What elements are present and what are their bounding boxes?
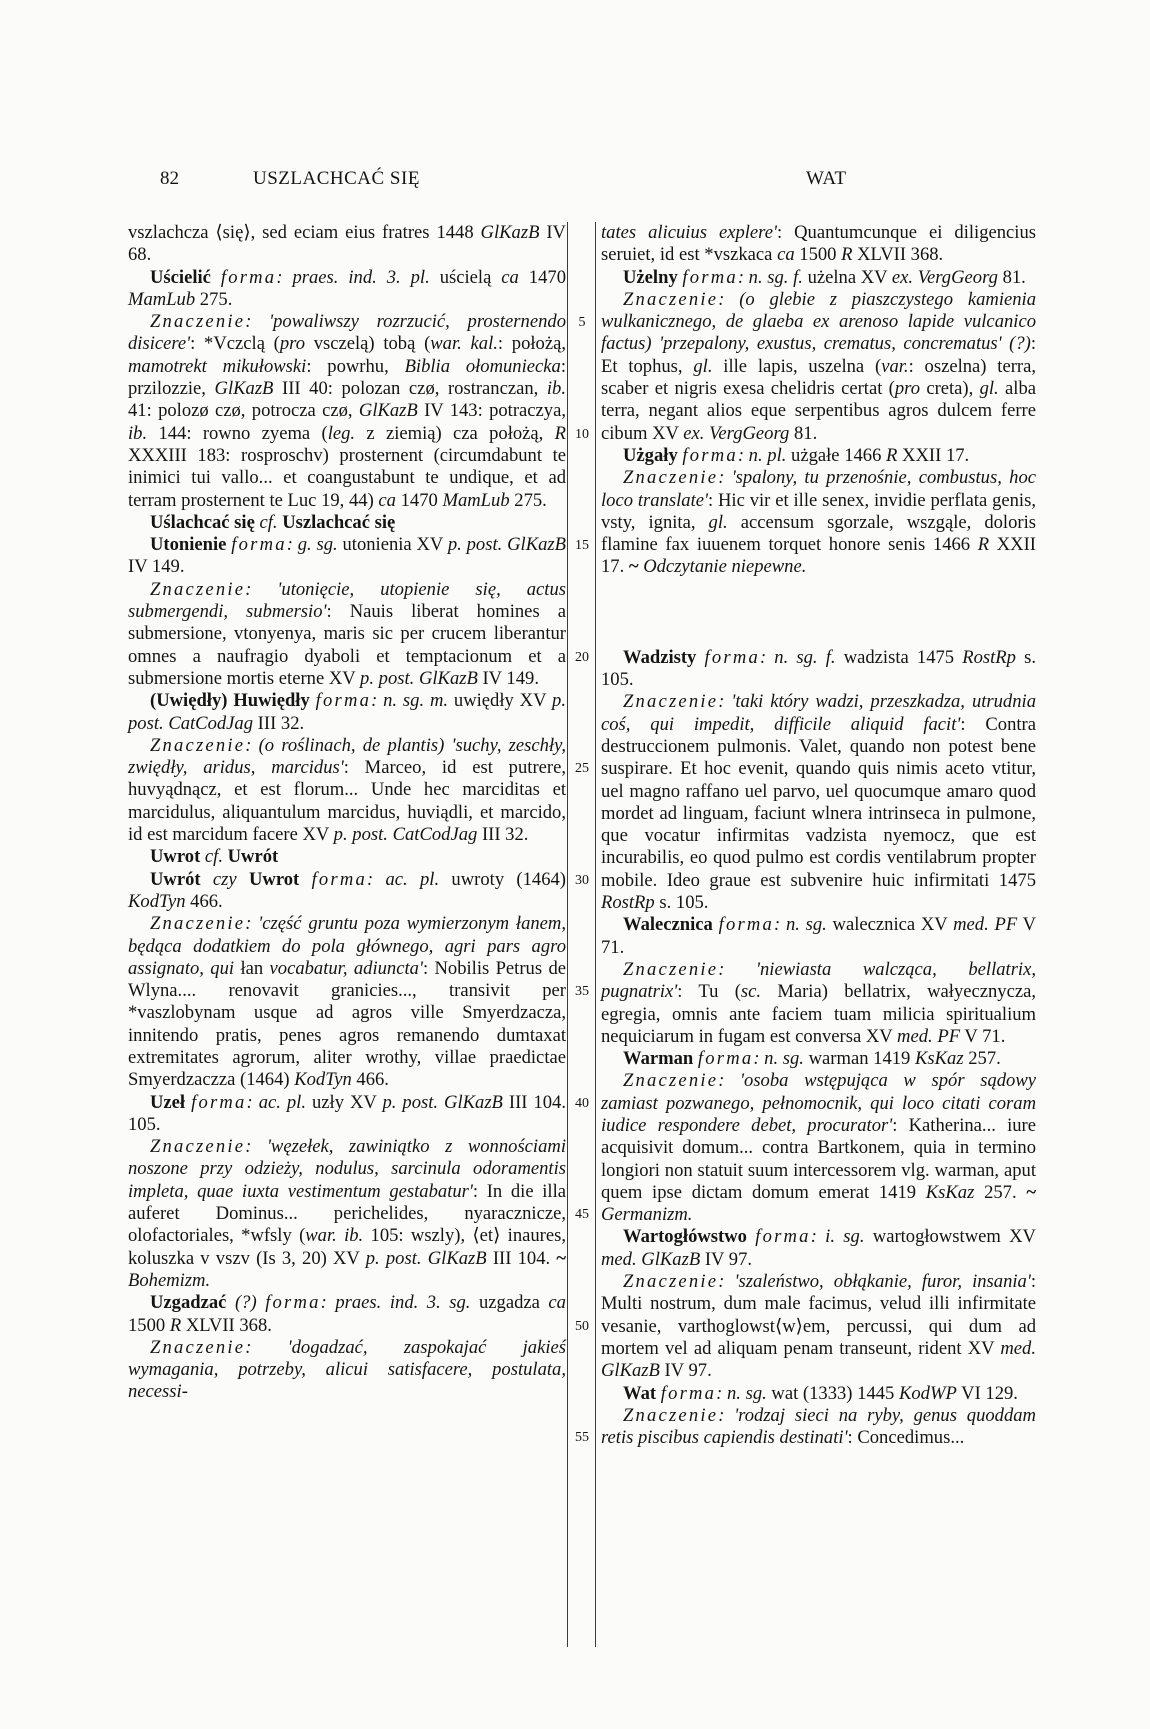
headword: Uścielić — [150, 266, 211, 288]
right-column — [601, 222, 1036, 1449]
line-number: 50 — [575, 1318, 589, 1334]
letter-section-break — [601, 579, 1036, 647]
entry-meaning: Znaczenie: 'szaleństwo, obłąkanie, furor, insania': Multi nostrum, dum male facimus, velud illi infirmitate vesanie, varthoglowst⟨w⟩em, percussi, qui dum ad mortem vel ad aliquam penam transeunt, rident XV med. GlKazB IV 97. — [601, 1271, 1036, 1382]
entry-meaning: Znaczenie: (o roślinach, de plantis) 'suchy, zeschły, zwiędły, aridus, marcidus': Marceo, id est putrere, huvyądnącz, et est florum... Unde hec marciditas et marcidulus, aliquantulum marcidus, huviądli, et marcido, id est marcidum facere XV p. post. CatCodJag III 32. — [128, 734, 566, 846]
line-number: 10 — [575, 426, 589, 442]
headword: Utonienie — [150, 534, 227, 556]
headword: Użgały — [623, 444, 678, 466]
entry-meaning: Znaczenie: 'powaliwszy rozrzucić, prosternendo disicere': *Vczclą (pro vsczelą) tobą (war. kal.: położą, mamotrekt mikułowski: powrhu, Biblia ołomuniecka: przilozzie, GlKazB III 40: polozan czø, rostranczan, ib. 41: polozø czø, potrocza czø, GlKazB IV 143: potraczya, ib. 144: rowno zyema (leg. z ziemią) cza położą, R XXXIII 183: rosproschv) prosternent (circumdabunt te inimici tui vallo... et coangustabunt te undique, et ad terram prosternent te Luc 19, 44) ca 1470 MamLub 275. — [128, 311, 567, 511]
headword: Użelny — [623, 266, 678, 288]
headword: Uwrót — [150, 868, 201, 890]
entry-uwrot: Uwrót czy Uwrot forma: ac. pl. uwroty (1464) KodTyn 466. — [128, 868, 566, 912]
headword: Uzeł — [150, 1091, 186, 1113]
headword: Uwrot — [150, 846, 201, 868]
column-rule-left — [567, 222, 568, 1647]
entry-wadzisty: Wadzisty forma: n. sg. f. wadzista 1475 RostRp s. 105. — [601, 646, 1037, 691]
line-number: 5 — [578, 315, 586, 331]
entry-uzel: Uzeł forma: ac. pl. uzły XV p. post. GlKazB III 104. 105. — [128, 1091, 566, 1135]
left-running-headword: USZLACHCAĆ SIĘ — [253, 168, 420, 189]
column-rule-right — [595, 222, 596, 1647]
entry-meaning: Znaczenie: 'węzełek, zawiniątko z wonnościami noszone przy odzieży, nodulus, sarcinula odoramentis impleta, quae iuxta vestimentum gestabatur': In die illa auferet Dominus... perichelides, nyaracznicze, olofactoriales, *wfsly (war. ib. 105: wszly), ⟨et⟩ inaures, koluszka v vszv (Is 3, 20) XV p. post. GlKazB III 104. ~ Bohemizm. — [128, 1136, 567, 1291]
headword: Uślachcać się — [150, 511, 255, 533]
entry-uslachcac: Uślachcać się cf. Uszlachcać się — [150, 511, 396, 533]
headword: Uzgadzać — [150, 1292, 227, 1314]
entry-meaning: Znaczenie: (o glebie z piaszczystego kamienia wulkanicznego, de glaeba ex arenoso lapide vulcanico factus) 'przepalony, exustus, crematus, concrematus' (?): Et tophus, gl. ille lapis, uszelna (var.: oszelna) terra, scaber et nigris exesa chelidris certat (pro creta), gl. alba terra, negant alios eque serpentibus agros dulcem ferre cibum XV ex. VergGeorg 81. — [601, 288, 1036, 444]
entry-meaning: Znaczenie: 'rodzaj sieci na ryby, genus quoddam retis piscibus capiendis destinati': Concedimus... — [601, 1404, 1036, 1449]
entry-uzelny: Użelny forma: n. sg. f. użelna XV ex. VergGeorg 81. — [623, 266, 1026, 288]
line-number: 30 — [575, 872, 589, 888]
running-header — [0, 168, 1150, 198]
entry-utonienie: Utonienie forma: g. sg. utonienia XV p. post. GlKazB IV 149. — [128, 534, 566, 578]
left-column — [128, 222, 566, 1404]
headword: Wartogłówstwo — [623, 1226, 747, 1248]
line-number: 20 — [575, 649, 589, 665]
entry-uzgadzac: Uzgadzać (?) forma: praes. ind. 3. sg. uzgadza ca 1500 R XLVII 368. — [128, 1292, 566, 1336]
headword: Warman — [623, 1048, 694, 1070]
tilde-mark: ~ — [556, 1247, 567, 1269]
entry-warman: Warman forma: n. sg. warman 1419 KsKaz 257. — [623, 1048, 1001, 1070]
entry-uzgaly: Użgały forma: n. pl. użgałe 1466 R XXII 17. — [623, 444, 970, 466]
entry-walecznica: Walecznica forma: n. sg. walecznica XV med. PF V 71. — [601, 914, 1037, 958]
entry-meaning: Znaczenie: 'dogadzać, zaspokajać jakieś wymagania, potrzeby, alicui satisfacere, postulata, necessi- — [128, 1336, 566, 1403]
tilde-mark: ~ — [1026, 1181, 1036, 1203]
line-number: 40 — [575, 1095, 589, 1111]
entry-meaning: Znaczenie: 'taki który wadzi, przeszkadza, utrudnia coś, qui impedit, difficile aliquid facit': Contra destruccionem pulmonis. Valet, quando non potest bene suspirare. Et hoc evenit, quando quis nimis aceto vtitur, uel magno raffano uel parvo, uel quocumque amaro quod mordet ad linguam, faciunt wlnera intrinseca in pulmone, que vocatur infirmitas vadzista nyemocz, que est incurabilis, eo quod pulmo est cordis ventilabrum propter mobile. Ideo graue est subvenire huic infirmitati 1475 RostRp s. 105. — [601, 691, 1036, 914]
headword: (Uwiędły) Huwiędły — [150, 690, 310, 712]
entry-meaning: Znaczenie: 'niewiasta walcząca, bellatrix, pugnatrix': Tu (sc. Maria) bellatrix, wałyecznycza, egregia, omnis ante faciem tuam milicia spiritualium nequiciarum in fugam est conversa XV med. PF V 71. — [601, 958, 1036, 1047]
tilde-mark: ~ — [628, 556, 639, 578]
page-number: 82 — [160, 168, 179, 189]
entry-meaning: Znaczenie: 'część gruntu poza wymierzonym łanem, będąca dodatkiem do pola głównego, agri pars agro assignato, qui łan vocabatur, adiuncta': Nobilis Petrus de Wlyna.... renovavit granicies..., transivit per *vaszlobynam usque ad agros ville Smyerdzacza, innitendo pratis, penes agros remanendo dumtaxat extremitates agrorum, aliter wrothy, villae praedictae Smyerdzaczza (1464) KodTyn 466. — [128, 913, 566, 1091]
right-running-headword: WAT — [806, 168, 847, 189]
line-number: 55 — [575, 1430, 589, 1446]
entry-meaning: Znaczenie: 'utonięcie, utopienie się, actus submergendi, submersio': Nauis liberat homines a submersione, vtonyenya, maris sic per crucem liberantur omnes a naufragio dyaboli et temptacionum et a submersione mortis eterne XV p. post. GlKazB IV 149. — [128, 578, 566, 689]
entry-wat: Wat forma: n. sg. wat (1333) 1445 KodWP VI 129. — [623, 1382, 1018, 1404]
entry-huwiedly: (Uwiędły) Huwiędły forma: n. sg. m. uwiędły XV p. post. CatCodJag III 32. — [128, 690, 566, 734]
entry-meaning: Znaczenie: 'spalony, tu przenośnie, combustus, hoc loco translate': Hic vir et ille senex, invidie perflata genis, vsty, ignita, gl. accensum sgorzale, wszgąle, doloris flamine fax iuuenem torquet honore senis 1466 R XXII 17. ~ Odczytanie niepewne. — [601, 467, 1036, 578]
entry-uwrot-ref: Uwrot cf. Uwrót — [150, 846, 279, 868]
line-number: 35 — [575, 984, 589, 1000]
line-number: 25 — [575, 761, 589, 777]
entry-wartoglowstwo: Wartogłówstwo forma: i. sg. wartogłowstwem XV med. GlKazB IV 97. — [601, 1226, 1036, 1270]
entry-continuation: vszlachcza ⟨się⟩, sed eciam eius fratres 1448 GlKazB IV 68. — [128, 222, 566, 266]
headword: Wadzisty — [623, 646, 697, 668]
headword: Wat — [623, 1382, 657, 1404]
line-number: 45 — [575, 1207, 589, 1223]
headword: Walecznica — [623, 914, 713, 936]
entry-continuation: tates alicuius explere': Quantumcunque ei diligencius seruiet, id est *vszkaca ca 1500 R XLVII 368. — [601, 222, 1036, 266]
line-number: 15 — [575, 538, 589, 554]
entry-meaning: Znaczenie: 'osoba wstępująca w spór sądowy zamiast pozwanego, pełnomocnik, qui loco citati coram iudice respondere debet, procurator': Katherina... iure acquisivit domum... contra Bartkonem, quia in termino longiori non statuit suum intercessorem vlg. warman, aput quem ipse dictam domum emerat 1419 KsKaz 257. ~ Germanizm. — [601, 1070, 1037, 1226]
entry-uscielic: Uścielić forma: praes. ind. 3. pl. uścielą ca 1470 MamLub 275. — [128, 266, 566, 310]
